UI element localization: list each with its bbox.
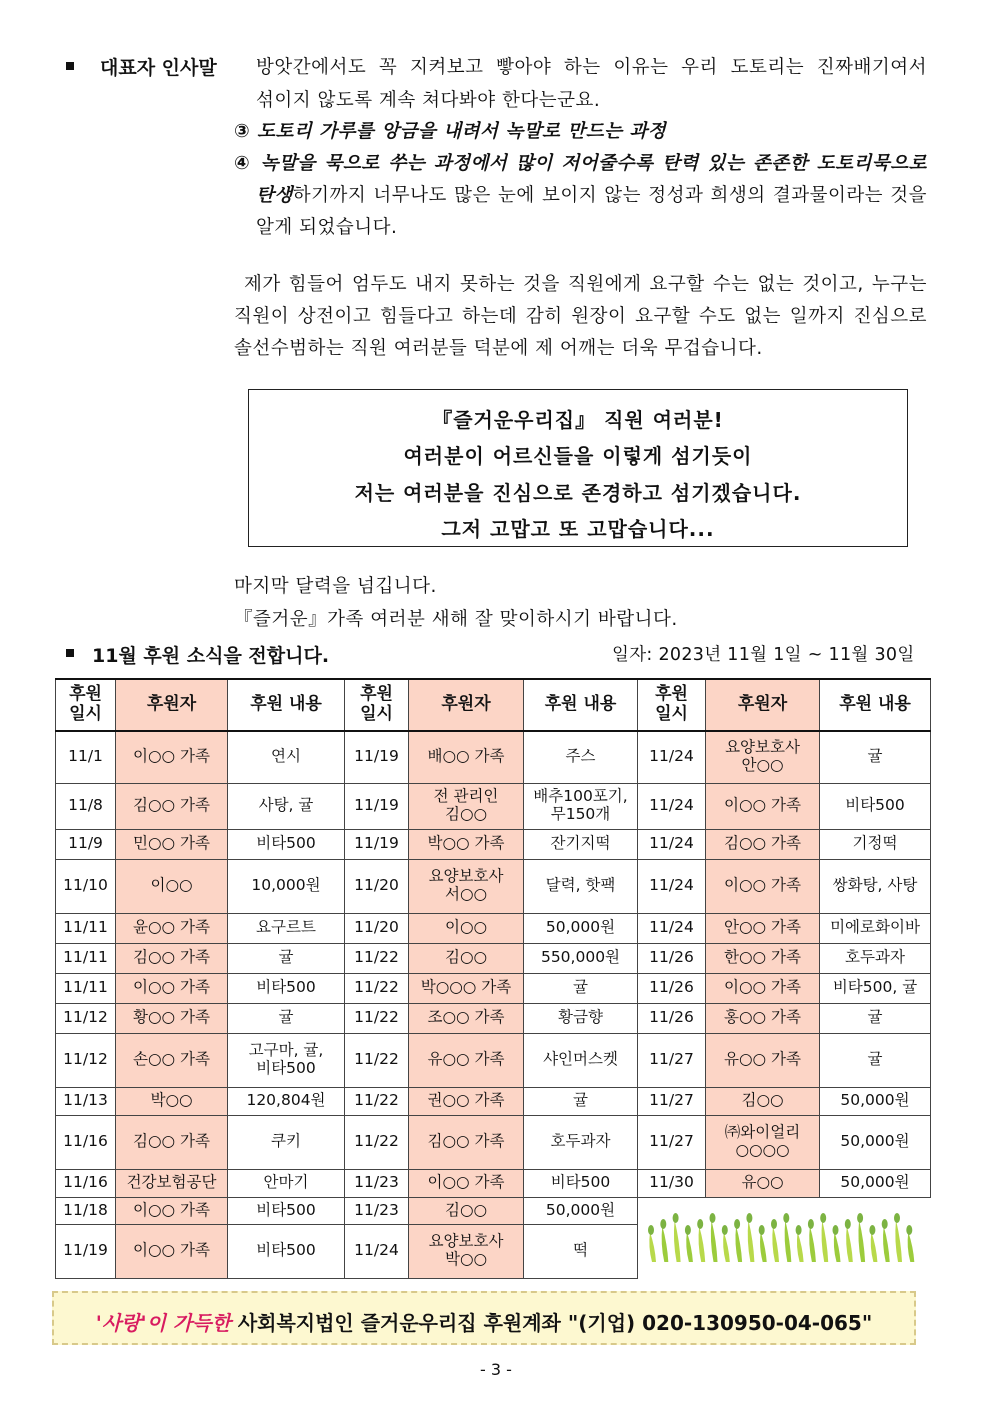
cell-date: 11/27: [638, 1033, 706, 1087]
cell-donor: 김○○ 가족: [116, 1115, 228, 1169]
cell-content: 호두과자: [820, 943, 931, 973]
footer-account-text: 사회복지법인 즐거운우리집 후원계좌 "(기업) 020-130950-04-065": [237, 1311, 873, 1335]
cell-content: 쿠키: [228, 1115, 345, 1169]
cell-date: 11/13: [56, 1087, 116, 1115]
cell-donor: 이○○ 가족: [116, 731, 228, 783]
cell-date: 11/20: [345, 859, 409, 913]
cell-donor: 유○○: [706, 1169, 820, 1197]
grass-bud: [660, 1219, 666, 1229]
table-row: [56, 783, 931, 829]
grass-blade: [858, 1220, 865, 1262]
cell-donor: 이○○: [116, 859, 228, 913]
cell-donor: 황○○ 가족: [116, 1003, 228, 1033]
cell-date: 11/23: [345, 1169, 409, 1197]
greeting-step4-bold: 탄생: [256, 185, 293, 206]
cell-content: 귤: [228, 943, 345, 973]
footer-text-wrap: [54, 1307, 914, 1336]
grass-bud: [808, 1219, 814, 1229]
table-row: [56, 1033, 931, 1087]
cell-date: 11/19: [345, 783, 409, 829]
cell-date: 11/19: [345, 829, 409, 859]
cell-donor: 손○○ 가족: [116, 1033, 228, 1087]
cell-content: 달력, 핫팩: [524, 859, 638, 913]
grass-bud: [722, 1225, 728, 1235]
cell-donor: 이○○ 가족: [409, 1169, 524, 1197]
grass-blade: [723, 1232, 730, 1262]
cell-date: 11/19: [56, 1224, 116, 1278]
grass-bud: [746, 1213, 752, 1223]
cell-content: 잔기지떡: [524, 829, 638, 859]
grass-bud: [796, 1225, 802, 1235]
header-content: 후원 내용: [228, 679, 345, 731]
cell-donor: 박○○ 가족: [409, 829, 524, 859]
cell-date: 11/18: [56, 1197, 116, 1224]
cell-content: 50,000원: [820, 1169, 931, 1197]
grass-blade: [871, 1232, 878, 1262]
cell-content: 미에로화이바: [820, 913, 931, 943]
cell-content: 비타500: [228, 1197, 345, 1224]
grass-bud: [833, 1225, 839, 1235]
grass-bud: [710, 1213, 716, 1223]
cell-donor: 전 관리인 김○○: [409, 783, 524, 829]
donation-table: [55, 678, 931, 1279]
cell-donor: 이○○ 가족: [116, 973, 228, 1003]
cell-content: 샤인머스켓: [524, 1033, 638, 1087]
message-line-2: 여러분이 어르신들을 이렇게 섬기듯이: [403, 444, 753, 468]
donation-heading: 11월 후원 소식을 전합니다.: [92, 645, 330, 667]
grass-bud: [648, 1225, 654, 1235]
cell-date: 11/16: [56, 1115, 116, 1169]
grass-blade: [772, 1226, 779, 1262]
grass-blade: [674, 1220, 681, 1262]
cell-content: 귤: [820, 1003, 931, 1033]
cell-donor: 이○○ 가족: [116, 1197, 228, 1224]
bullet-icon: [66, 62, 74, 70]
cell-donor: 이○○ 가족: [706, 859, 820, 913]
cell-content: 550,000원: [524, 943, 638, 973]
cell-content: 비타500: [228, 973, 345, 1003]
cell-donor: 이○○ 가족: [706, 973, 820, 1003]
cell-donor: 김○○ 가족: [116, 783, 228, 829]
cell-donor: 김○○ 가족: [409, 1115, 524, 1169]
grass-blade: [686, 1232, 693, 1262]
cell-content: 비타500: [228, 1224, 345, 1278]
header-donor: 후원자: [116, 679, 228, 731]
grass-bud: [820, 1213, 826, 1223]
cell-date: 11/16: [56, 1169, 116, 1197]
greeting-heading: 대표자 인사말: [100, 57, 217, 79]
cell-date: 11/24: [638, 783, 706, 829]
cell-date: 11/27: [638, 1115, 706, 1169]
cell-date: 11/30: [638, 1169, 706, 1197]
cell-content: 귤: [524, 1087, 638, 1115]
cell-donor: 박○○○ 가족: [409, 973, 524, 1003]
cell-content: 120,804원: [228, 1087, 345, 1115]
cell-donor: 김○○: [409, 1197, 524, 1224]
message-box: [248, 389, 908, 547]
table-row: [56, 731, 931, 783]
cell-date: 11/9: [56, 829, 116, 859]
grass-bud: [857, 1213, 863, 1223]
cell-date: 11/19: [345, 731, 409, 783]
cell-date: 11/26: [638, 1003, 706, 1033]
header-date: 후원 일시: [638, 679, 706, 731]
grass-blade: [785, 1220, 792, 1262]
cell-content: 50,000원: [820, 1115, 931, 1169]
cell-donor: 김○○: [706, 1087, 820, 1115]
cell-content: 떡: [524, 1224, 638, 1278]
cell-date: 11/23: [345, 1197, 409, 1224]
cell-donor: 민○○ 가족: [116, 829, 228, 859]
table-row: [56, 1003, 931, 1033]
cell-content: 귤: [820, 1033, 931, 1087]
cell-date: 11/8: [56, 783, 116, 829]
greeting-step4-rest: 하기까지 너무나도 많은 눈에 보이지 않는 정성과 희생의 결과물이라는 것을: [292, 185, 927, 206]
cell-date: 11/24: [638, 859, 706, 913]
cell-content: 고구마, 귤, 비타500: [228, 1033, 345, 1087]
cell-content: 연시: [228, 731, 345, 783]
cell-donor: 한○○ 가족: [706, 943, 820, 973]
cell-date: 11/11: [56, 913, 116, 943]
cell-content: 배추100포기, 무150개: [524, 783, 638, 829]
page-number: - 3 -: [480, 1360, 512, 1379]
cell-content: 비타500: [820, 783, 931, 829]
message-line-4: 그저 고맙고 또 고맙습니다...: [441, 517, 715, 541]
cell-date: 11/22: [345, 973, 409, 1003]
table-row: [56, 943, 931, 973]
header-date: 후원 일시: [56, 679, 116, 731]
greeting-para1-line1: 방앗간에서도 꼭 지켜보고 빻아야 하는 이유는 우리 도토리는 진짜배기여서: [256, 57, 927, 78]
closing-line-1: 마지막 달력을 넘깁니다.: [234, 576, 437, 597]
grass-blade: [809, 1226, 816, 1262]
message-line-3: 저는 여러분을 진심으로 존경하고 섬기겠습니다.: [354, 481, 802, 505]
table-row: [56, 1087, 931, 1115]
cell-date: 11/11: [56, 943, 116, 973]
table-header-row: [56, 679, 931, 731]
cell-content: 귤: [820, 731, 931, 783]
cell-donor: 건강보험공단: [116, 1169, 228, 1197]
grass-blade: [797, 1232, 804, 1262]
header-content: 후원 내용: [820, 679, 931, 731]
greeting-step3: ③ 도토리 가루를 앙금을 내려서 녹말로 만드는 과정: [234, 121, 667, 142]
cell-content: 비타500, 귤: [820, 973, 931, 1003]
cell-donor: 김○○: [409, 943, 524, 973]
table-row: [56, 829, 931, 859]
cell-date: 11/22: [345, 1087, 409, 1115]
cell-donor: 요양보호사 안○○: [706, 731, 820, 783]
grass-bud: [771, 1219, 777, 1229]
grass-blade: [735, 1226, 742, 1262]
cell-donor: ㈜와이얼리 ○○○○: [706, 1115, 820, 1169]
grass-blade: [895, 1220, 902, 1262]
grass-bud: [697, 1219, 703, 1229]
grass-bud: [869, 1225, 875, 1235]
grass-bud: [882, 1219, 888, 1229]
greeting-para2-line2: 직원이 상전이고 힘들다고 하는데 감히 원장이 요구할 수도 없는 일까지 진심으로: [234, 306, 927, 327]
table-row: [56, 913, 931, 943]
grass-decoration-icon: [646, 1210, 922, 1264]
grass-blade: [908, 1232, 915, 1262]
cell-donor: 김○○ 가족: [706, 829, 820, 859]
grass-blade: [822, 1220, 829, 1262]
cell-donor: 이○○ 가족: [116, 1224, 228, 1278]
message-line-1: 『즐거운우리집』 직원 여러분!: [432, 408, 724, 432]
cell-content: 호두과자: [524, 1115, 638, 1169]
donation-date-range: 일자: 2023년 11월 1일 ~ 11월 30일: [612, 645, 915, 665]
cell-content: 50,000원: [820, 1087, 931, 1115]
cell-date: 11/22: [345, 943, 409, 973]
cell-date: 11/10: [56, 859, 116, 913]
cell-date: 11/26: [638, 973, 706, 1003]
cell-date: 11/1: [56, 731, 116, 783]
cell-date: 11/24: [638, 829, 706, 859]
cell-content: 귤: [228, 1003, 345, 1033]
cell-donor: 유○○ 가족: [706, 1033, 820, 1087]
cell-content: 비타500: [228, 829, 345, 859]
cell-donor: 박○○: [116, 1087, 228, 1115]
cell-donor: 권○○ 가족: [409, 1087, 524, 1115]
grass-blade: [748, 1220, 755, 1262]
grass-blade: [649, 1232, 656, 1262]
cell-donor: 배○○ 가족: [409, 731, 524, 783]
table-row: [56, 859, 931, 913]
header-content: 후원 내용: [524, 679, 638, 731]
cell-donor: 안○○ 가족: [706, 913, 820, 943]
grass-blade: [711, 1220, 718, 1262]
cell-donor: 홍○○ 가족: [706, 1003, 820, 1033]
grass-blade: [883, 1226, 890, 1262]
cell-donor: 유○○ 가족: [409, 1033, 524, 1087]
table-row: [56, 973, 931, 1003]
header-donor: 후원자: [706, 679, 820, 731]
cell-content: 귤: [524, 973, 638, 1003]
cell-content: 비타500: [524, 1169, 638, 1197]
cell-date: 11/22: [345, 1033, 409, 1087]
cell-content: 황금향: [524, 1003, 638, 1033]
cell-donor: 윤○○ 가족: [116, 913, 228, 943]
cell-donor: 이○○: [409, 913, 524, 943]
grass-bud: [783, 1213, 789, 1223]
grass-bud: [845, 1219, 851, 1229]
greeting-step4-line3: 알게 되었습니다.: [256, 217, 398, 238]
grass-blade: [662, 1226, 669, 1262]
cell-content: 주스: [524, 731, 638, 783]
greeting-para1-line2: 섞이지 않도록 계속 쳐다봐야 한다는군요.: [256, 90, 601, 111]
cell-donor: 요양보호사 박○○: [409, 1224, 524, 1278]
cell-content: 요구르트: [228, 913, 345, 943]
grass-bud: [685, 1225, 691, 1235]
bullet-icon: [66, 649, 74, 657]
cell-content: 쌍화탕, 사탕: [820, 859, 931, 913]
footer-banner: [52, 1291, 916, 1345]
cell-date: 11/22: [345, 1115, 409, 1169]
grass-bud: [759, 1225, 765, 1235]
cell-donor: 김○○ 가족: [116, 943, 228, 973]
greeting-para2-line3: 솔선수범하는 직원 여러분들 덕분에 제 어깨는 더욱 무겁습니다.: [234, 338, 763, 359]
grass-blade: [846, 1226, 853, 1262]
cell-date: 11/12: [56, 1003, 116, 1033]
cell-date: 11/24: [638, 913, 706, 943]
closing-line-2: 『즐거운』가족 여러분 새해 잘 맞이하시기 바랍니다.: [234, 609, 678, 630]
cell-content: 50,000원: [524, 913, 638, 943]
cell-date: 11/11: [56, 973, 116, 1003]
cell-donor: 요양보호사 서○○: [409, 859, 524, 913]
cell-content: 10,000원: [228, 859, 345, 913]
footer-love-text: '사랑'이 가득한: [95, 1311, 231, 1335]
greeting-step4-line2: [256, 181, 927, 207]
cell-date: 11/26: [638, 943, 706, 973]
grass-blade: [699, 1226, 706, 1262]
grass-blade: [834, 1232, 841, 1262]
header-donor: 후원자: [409, 679, 524, 731]
table-row: [56, 1115, 931, 1169]
cell-date: 11/24: [638, 731, 706, 783]
cell-content: 사탕, 귤: [228, 783, 345, 829]
greeting-para2-line1: 제가 힘들어 엄두도 내지 못하는 것을 직원에게 요구할 수는 없는 것이고, 누구는: [244, 274, 927, 295]
cell-content: 50,000원: [524, 1197, 638, 1224]
cell-date: 11/24: [345, 1224, 409, 1278]
greeting-step4-line1: ④ 녹말을 묵으로 쑤는 과정에서 많이 저어줄수록 탄력 있는 존존한 도토리묵으로: [234, 153, 927, 174]
cell-donor: 조○○ 가족: [409, 1003, 524, 1033]
header-date: 후원 일시: [345, 679, 409, 731]
cell-donor: 이○○ 가족: [706, 783, 820, 829]
grass-bud: [906, 1225, 912, 1235]
cell-date: 11/22: [345, 1003, 409, 1033]
grass-bud: [894, 1213, 900, 1223]
cell-date: 11/27: [638, 1087, 706, 1115]
cell-content: 기정떡: [820, 829, 931, 859]
cell-date: 11/20: [345, 913, 409, 943]
cell-content: 안마기: [228, 1169, 345, 1197]
grass-bud: [734, 1219, 740, 1229]
grass-bud: [673, 1213, 679, 1223]
table-row: [56, 1169, 931, 1197]
grass-blade: [760, 1232, 767, 1262]
cell-date: 11/12: [56, 1033, 116, 1087]
